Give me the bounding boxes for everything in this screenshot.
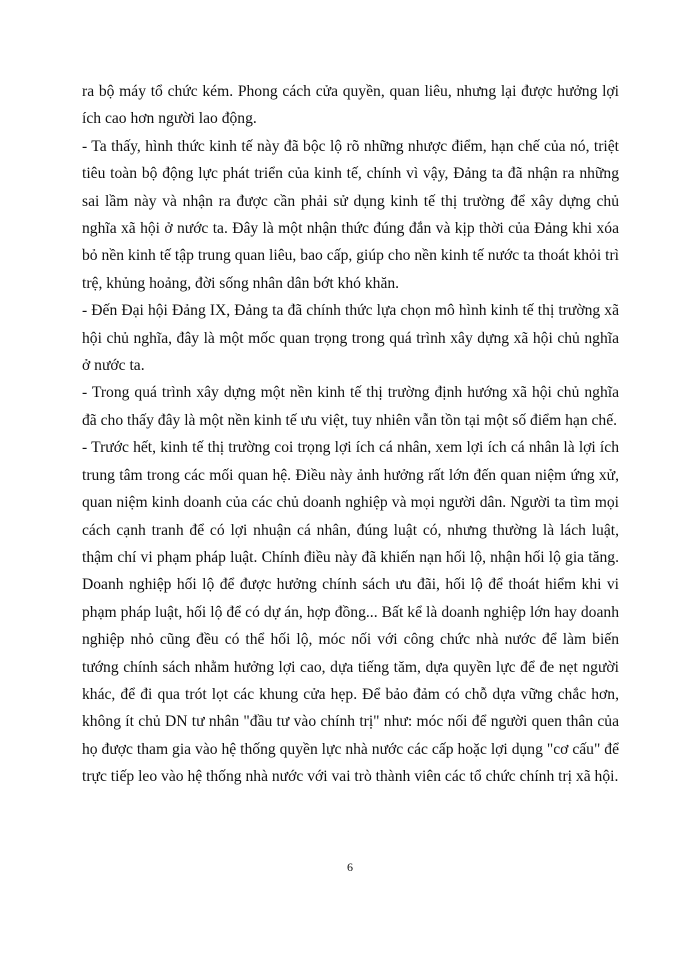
paragraph-3: - Đến Đại hội Đảng IX, Đảng ta đã chính thức lựa chọn mô hình kinh tế thị trường xã hội chủ nghĩa, đây là một mốc quan trọng trong quá trình xây dựng xã hội chủ nghĩa ở nước ta.	[82, 302, 619, 375]
paragraph-1: ra bộ máy tổ chức kém. Phong cách cửa quyền, quan liêu, nhưng lại được hưởng lợi ích cao hơn người lao động.	[82, 83, 619, 128]
paragraph-4: - Trong quá trình xây dựng một nền kinh tế thị trường định hướng xã hội chủ nghĩa đã cho thấy đây là một nền kinh tế ưu việt, tuy nhiên vẫn tồn tại một số điểm hạn chế.	[82, 384, 619, 429]
paragraph-2: - Ta thấy, hình thức kinh tế này đã bộc lộ rõ những nhược điểm, hạn chế của nó, triệt tiêu toàn bộ động lực phát triển của kinh tế, chính vì vậy, Đảng ta đã nhận ra những sai lầm này và nhận ra được cần phải sử dụng kinh tế thị trường để xây dựng chủ nghĩa xã hội ở nước ta. Đây là một nhận thức đúng đắn và kịp thời của Đảng khi xóa bỏ nền kinh tế tập trung quan liêu, bao cấp, giúp cho nền kinh tế nước ta thoát khỏi trì trệ, khủng hoảng, đời sống nhân dân bớt khó khăn.	[82, 137, 619, 292]
document-body	[82, 78, 619, 791]
paragraph-5: - Trước hết, kinh tế thị trường coi trọng lợi ích cá nhân, xem lợi ích cá nhân là lợi ích trung tâm trong các mối quan hệ. Điều này ảnh hưởng rất lớn đến quan niệm ứng xử, quan niệm kinh doanh của các chủ doanh nghiệp và mọi người dân. Người ta tìm mọi cách cạnh tranh để có lợi nhuận cá nhân, đúng luật có, nhưng thường là lách luật, thậm chí vi phạm pháp luật. Chính điều này đã khiến nạn hối lộ, nhận hối lộ gia tăng. Doanh nghiệp hối lộ để được hưởng chính sách ưu đãi, hối lộ để thoát hiểm khi vi phạm pháp luật, hối lộ để có dự án, hợp đồng... Bất kể là doanh nghiệp lớn hay doanh nghiệp nhỏ cũng đều có thể hối lộ, móc nối với công chức nhà nước để làm biến tướng chính sách nhằm hưởng lợi cao, dựa tiếng tăm, dựa quyền lực để đe nẹt người khác, để đi qua trót lọt các khung cửa hẹp. Để bảo đảm có chỗ dựa vững chắc hơn, không ít chủ DN tư nhân "đầu tư vào chính trị" như: móc nối để người quen thân của họ được tham gia vào hệ thống quyền lực nhà nước các cấp hoặc lợi dụng "cơ cấu" để trực tiếp leo vào hệ thống nhà nước với vai trò thành viên các tổ chức chính trị xã hội.	[82, 439, 619, 786]
page-number: 6	[347, 860, 353, 874]
